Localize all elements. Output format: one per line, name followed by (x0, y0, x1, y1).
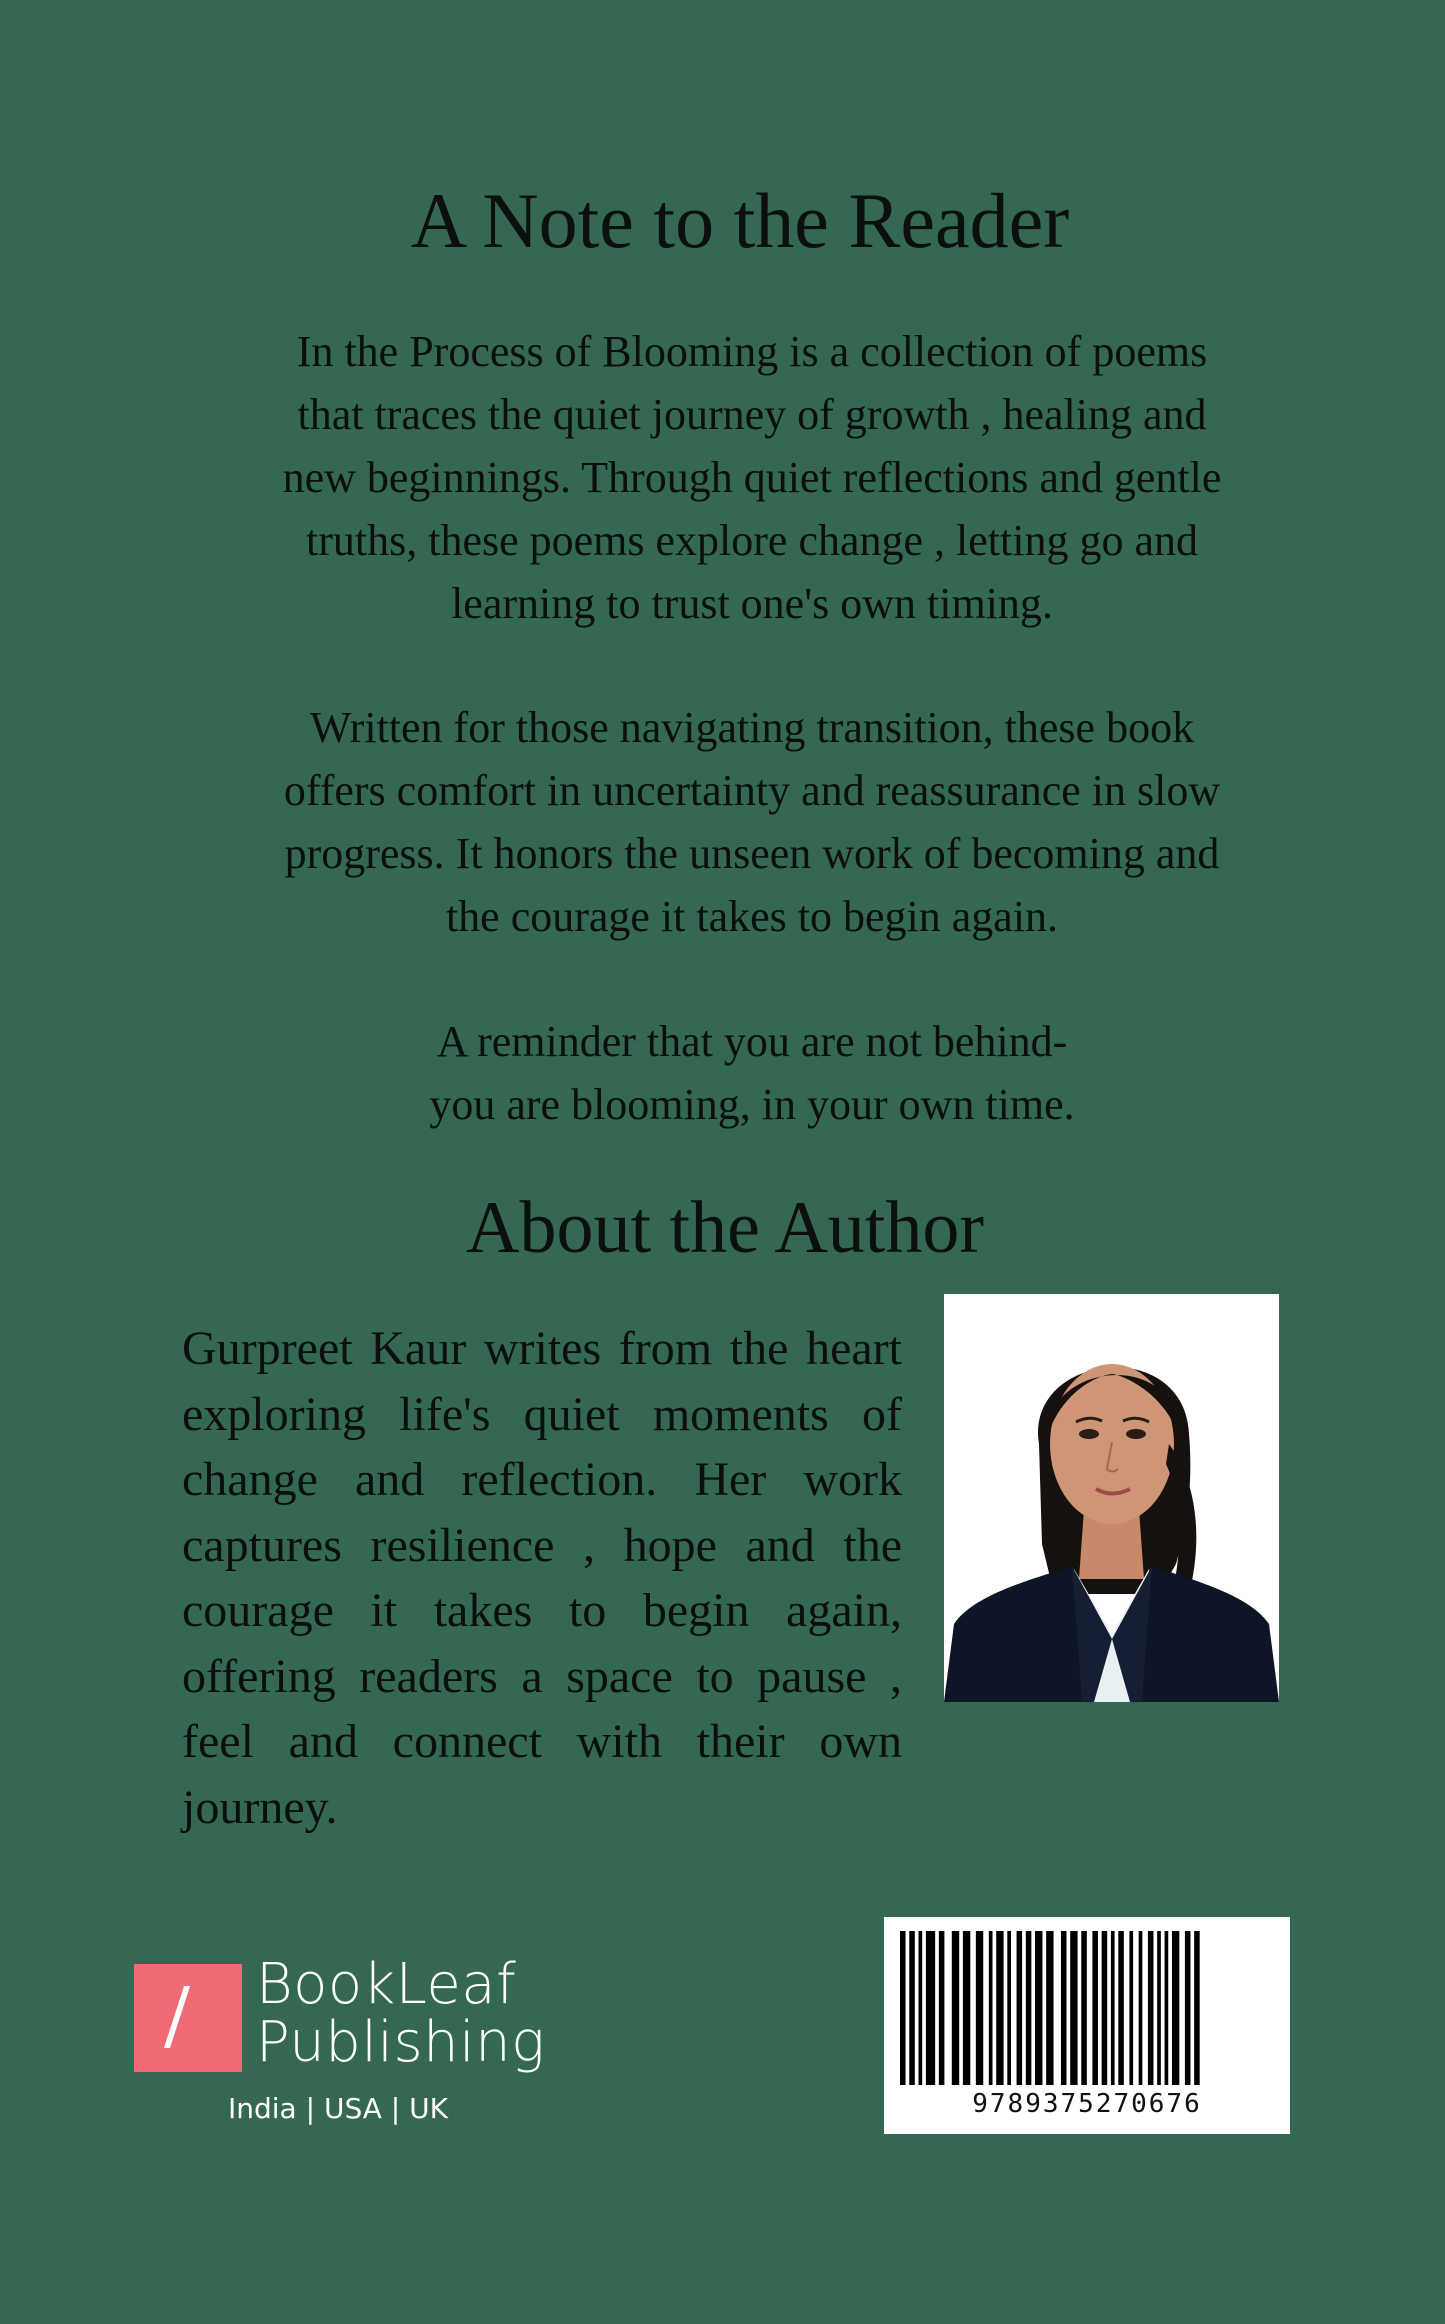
barcode-bar (1092, 1931, 1098, 2085)
isbn-barcode (884, 1917, 1290, 2134)
barcode-bar (1139, 1931, 1143, 2085)
text-line: Written for those navigating transition, these book (309, 703, 1195, 752)
author-section-title: About the Author (466, 1187, 984, 1269)
isbn-number: 9789375270676 (972, 2089, 1202, 2119)
text-line: truths, these poems explore change , letting go and (306, 516, 1198, 565)
text-line: offers comfort in uncertainty and reassurance in slow (283, 766, 1221, 815)
text-line: A reminder that you are not behind- (436, 1017, 1068, 1066)
barcode-bar (1194, 1931, 1200, 2085)
note-paragraph-2 (222, 696, 1282, 948)
barcode-bar (1035, 1931, 1042, 2085)
barcode-bar (1157, 1931, 1161, 2085)
barcode-bar (1172, 1931, 1179, 2085)
author-portrait (944, 1294, 1279, 1702)
slash-icon (134, 1964, 242, 2072)
author-photo (944, 1294, 1279, 1702)
text-line: you are blooming, in your own time. (429, 1080, 1075, 1129)
author-bio: Gurpreet Kaur writes from the heart exploring life's quiet moments of change and reflection. Her work captures resilience , hope and the courage it takes to begin again, offering readers a space to pause , feel and connect with their own journey. (182, 1322, 902, 1834)
barcode-bar (1129, 1931, 1133, 2085)
barcode-bar (1007, 1931, 1011, 2085)
text-line: learning to trust one's own timing. (451, 579, 1053, 628)
note-paragraph-3 (222, 1010, 1282, 1136)
publisher-name-line-2: Publishing (256, 2010, 546, 2075)
text-line: progress. It honors the unseen work of becoming and (284, 829, 1220, 878)
barcode-bar (1185, 1931, 1191, 2085)
barcode-bar (1070, 1931, 1077, 2085)
publisher-regions: India | USA | UK (228, 2092, 448, 2125)
barcode-bar (900, 1931, 906, 2085)
text-line: that traces the quiet journey of growth , healing and (297, 390, 1207, 439)
note-paragraph-1 (222, 320, 1282, 635)
barcode-bar (939, 1931, 945, 2085)
barcode-bar (909, 1931, 915, 2085)
barcode-bar (1061, 1931, 1067, 2085)
barcode-bar (989, 1931, 993, 2085)
publisher-logo (134, 1952, 554, 2136)
text-line: In the Process of Blooming is a collection of poems (296, 327, 1208, 376)
barcode-bar (1165, 1931, 1169, 2085)
barcode-bar (1118, 1931, 1124, 2085)
barcode-bar (1102, 1931, 1108, 2085)
barcode-bar (1111, 1931, 1115, 2085)
barcode-bar (976, 1931, 983, 2085)
barcode-bar (952, 1931, 959, 2085)
barcode-bar (919, 1931, 923, 2085)
text-line: new beginnings. Through quiet reflections and gentle (282, 453, 1222, 502)
barcode-bar (963, 1931, 970, 2085)
barcode-bar (1046, 1931, 1053, 2085)
publisher-name-line-1: BookLeaf (256, 1952, 517, 2017)
barcode-bar (926, 1931, 935, 2085)
barcode-bar (1026, 1931, 1032, 2085)
barcode-bar (1017, 1931, 1023, 2085)
note-title: A Note to the Reader (410, 177, 1070, 264)
barcode-bars (898, 1931, 1276, 2085)
barcode-bar (996, 1931, 1003, 2085)
barcode-bar (1081, 1931, 1087, 2085)
barcode-bar (1148, 1931, 1154, 2085)
text-line: the courage it takes to begin again. (445, 892, 1059, 941)
